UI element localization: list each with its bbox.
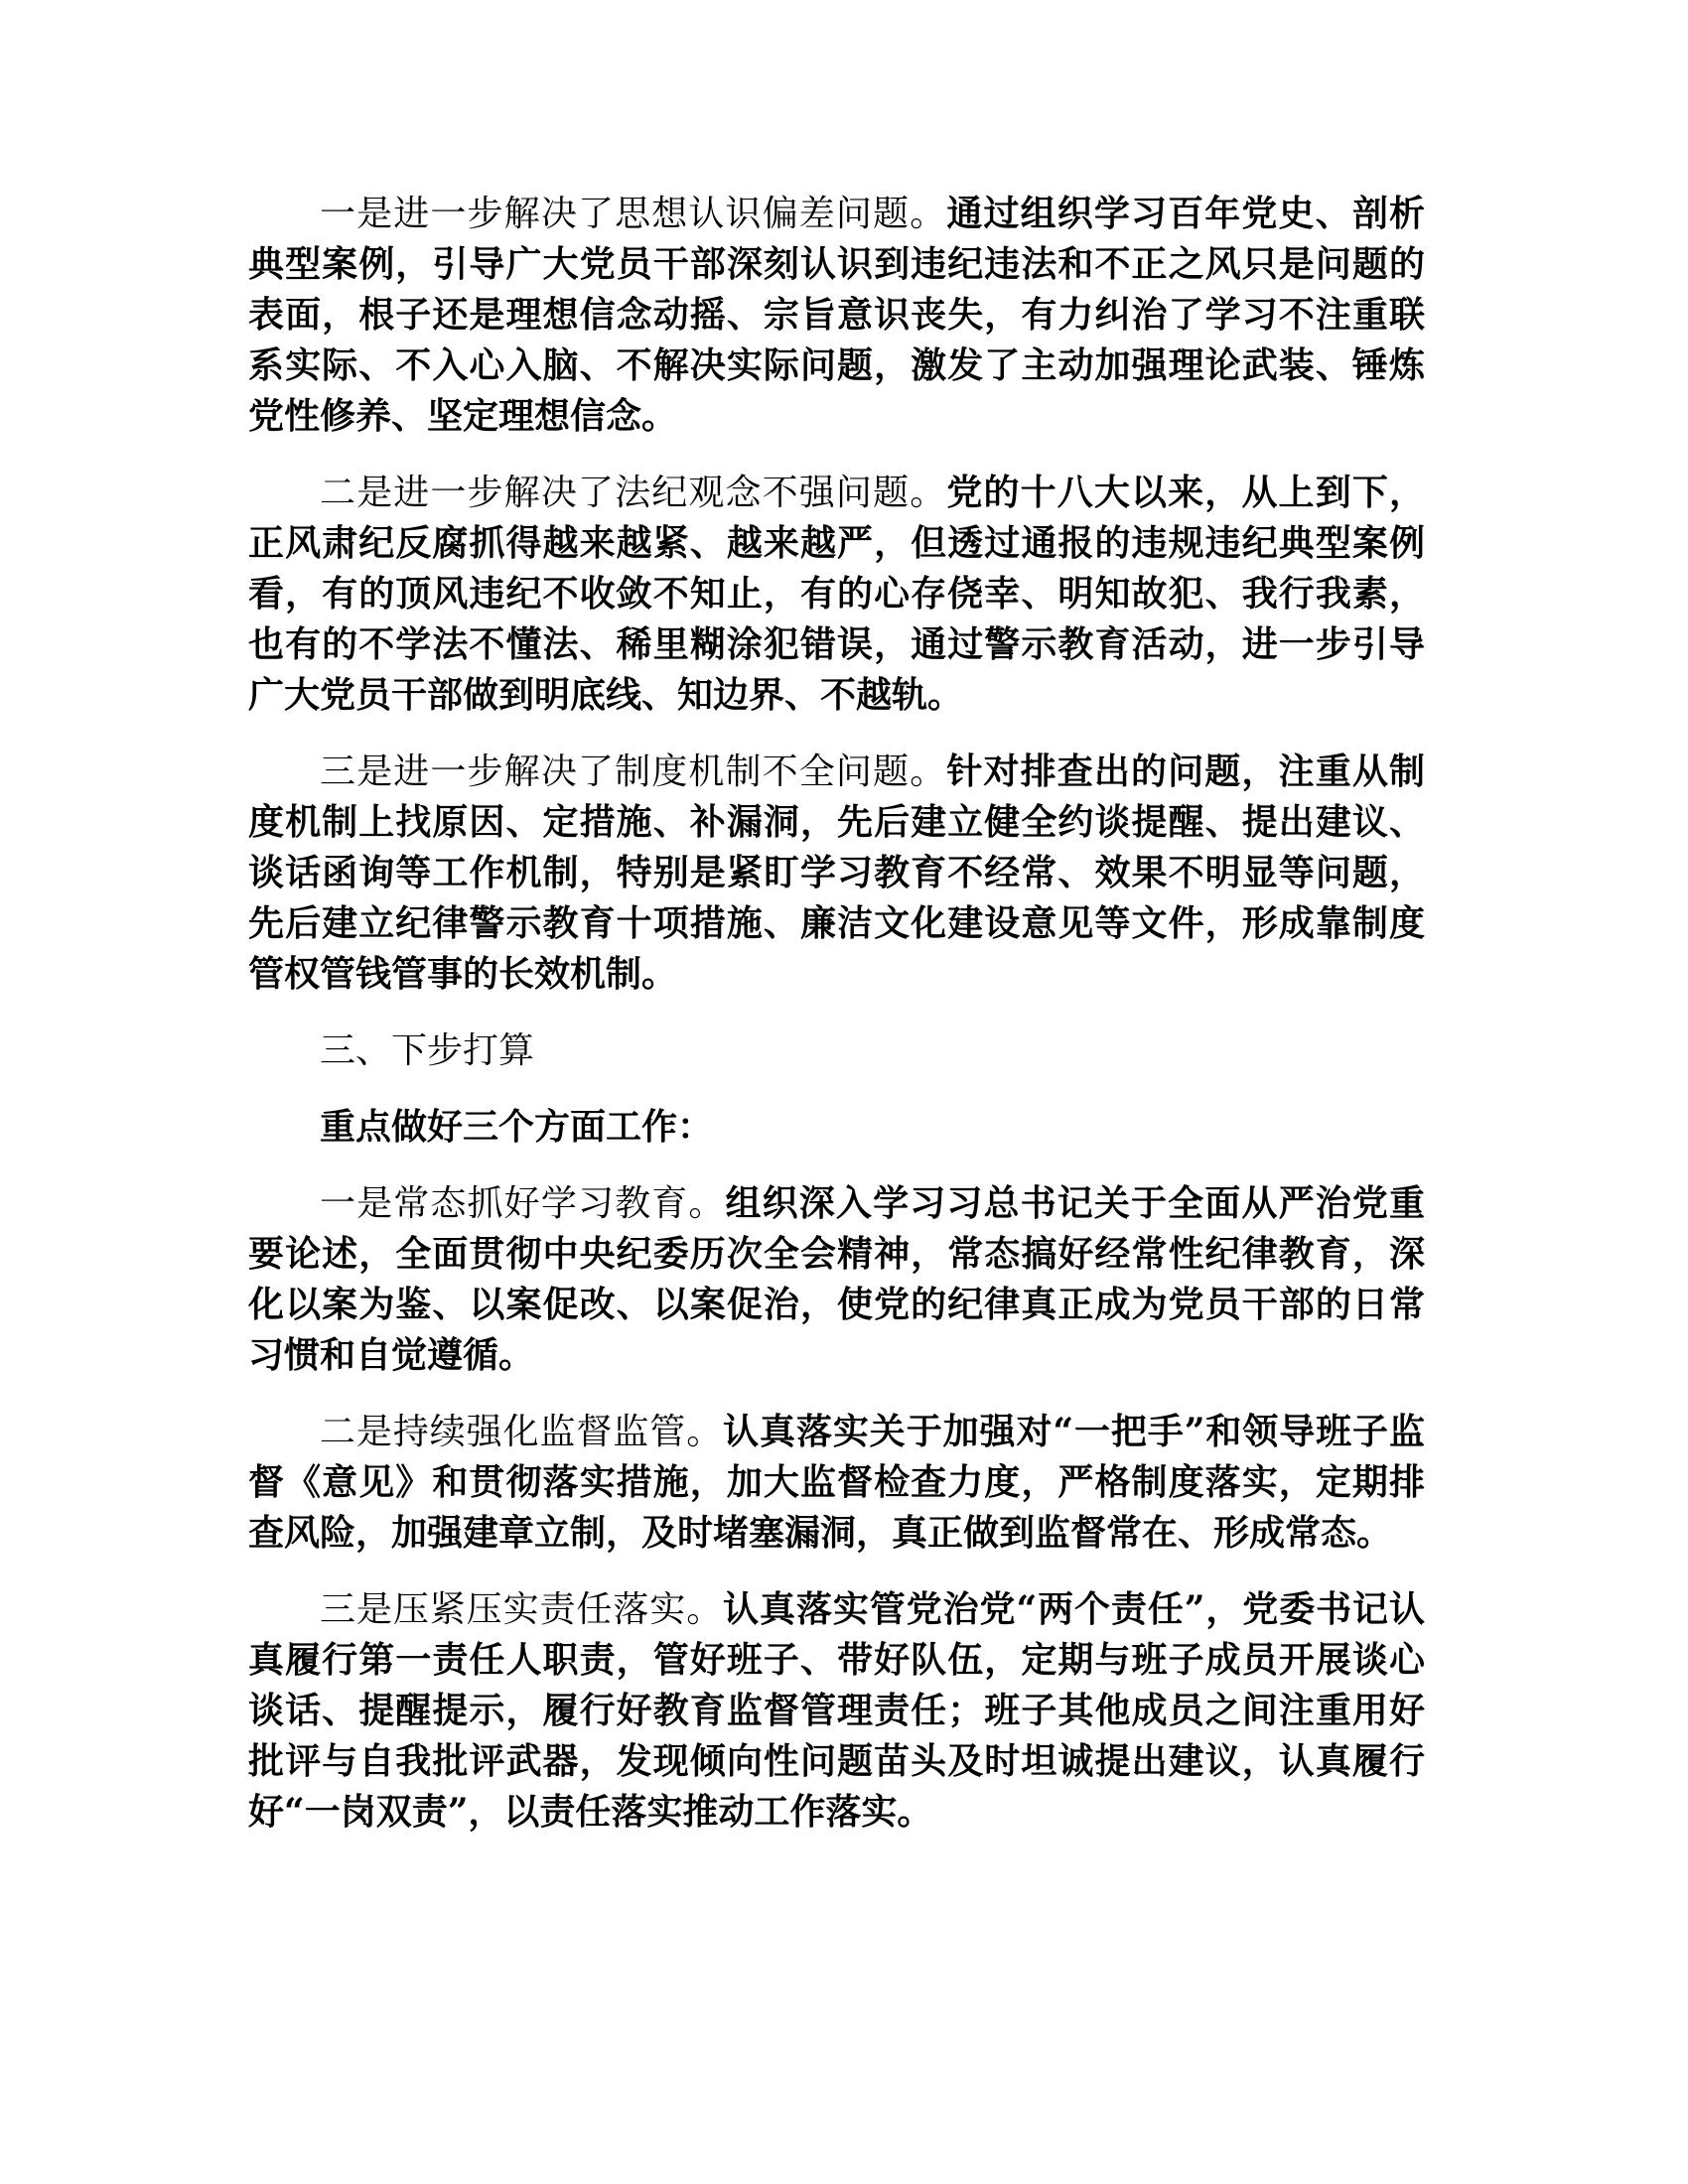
paragraph-body: 通过组织学习百年党史、剖析典型案例，引导广大党员干部深刻认识到违纪违法和不正之风只是问题的表面，根子还是理想信念动摇、宗旨意识丧失，有力纠治了学习不注重联系实际、不入心入脑、不解决实际问题，激发了主动加强理论武装、锤炼党性修养、坚定理想信念。 [248, 193, 1425, 437]
paragraph-lead: 三是压紧压实责任落实。 [320, 1589, 724, 1630]
paragraph-lead: 三是进一步解决了制度机制不全问题。 [320, 751, 947, 792]
plan-supervision [248, 1407, 1425, 1559]
paragraph-body: 针对排查出的问题，注重从制度机制上找原因、定措施、补漏洞，先后建立健全约谈提醒、提出建议、谈话函询等工作机制，特别是紧盯学习教育不经常、效果不明显等问题，先后建立纪律警示教育十项措施、廉洁文化建设意见等文件，形成靠制度管权管钱管事的长效机制。 [248, 751, 1425, 995]
paragraph-institutions [248, 747, 1425, 1000]
paragraph-lead: 二是进一步解决了法纪观念不强问题。 [320, 473, 947, 513]
paragraph-body: 党的十八大以来，从上到下，正风肃纪反腐抓得越来越紧、越来越严，但透过通报的违规违纪典型案例看，有的顶风违纪不收敛不知止，有的心存侥幸、明知故犯、我行我素，也有的不学法不懂法、稀里糊涂犯错误，通过警示教育活动，进一步引导广大党员干部做到明底线、知边界、不越轨。 [248, 472, 1425, 716]
paragraph-lead: 一是常态抓好学习教育。 [320, 1183, 726, 1224]
section-heading: 三、下步打算 [320, 1030, 535, 1071]
paragraph-lead: 二是持续强化监督监管。 [320, 1412, 724, 1452]
paragraph-law-discipline [248, 468, 1425, 721]
sub-heading: 重点做好三个方面工作： [320, 1106, 714, 1148]
paragraph-lead: 一是进一步解决了思想认识偏差问题。 [320, 194, 947, 234]
document-page [248, 189, 1425, 1863]
paragraph-body: 组织深入学习习总书记关于全面从严治党重要论述，全面贯彻中央纪委历次全会精神，常态搞好经常性纪律教育，深化以案为鉴、以案促改、以案促治，使党的纪律真正成为党员干部的日常习惯和自觉遵循。 [248, 1182, 1425, 1376]
paragraph-body: 认真落实管党治党“两个责任”，党委书记认真履行第一责任人职责，管好班子、带好队伍，定期与班子成员开展谈心谈话、提醒提示，履行好教育监督管理责任；班子其他成员之间注重用好批评与自我批评武器，发现倾向性问题苗头及时坦诚提出建议，认真履行好“一岗双责”，以责任落实推动工作落实。 [248, 1588, 1425, 1833]
plan-responsibility [248, 1584, 1425, 1838]
paragraph-ideology [248, 189, 1425, 442]
paragraph-body: 认真落实关于加强对“一把手”和领导班子监督《意见》和贯彻落实措施，加大监督检查力度，严格制度落实，定期排查风险，加强建章立制，及时堵塞漏洞，真正做到监督常在、形成常态。 [248, 1411, 1425, 1554]
plan-study-education [248, 1178, 1425, 1381]
